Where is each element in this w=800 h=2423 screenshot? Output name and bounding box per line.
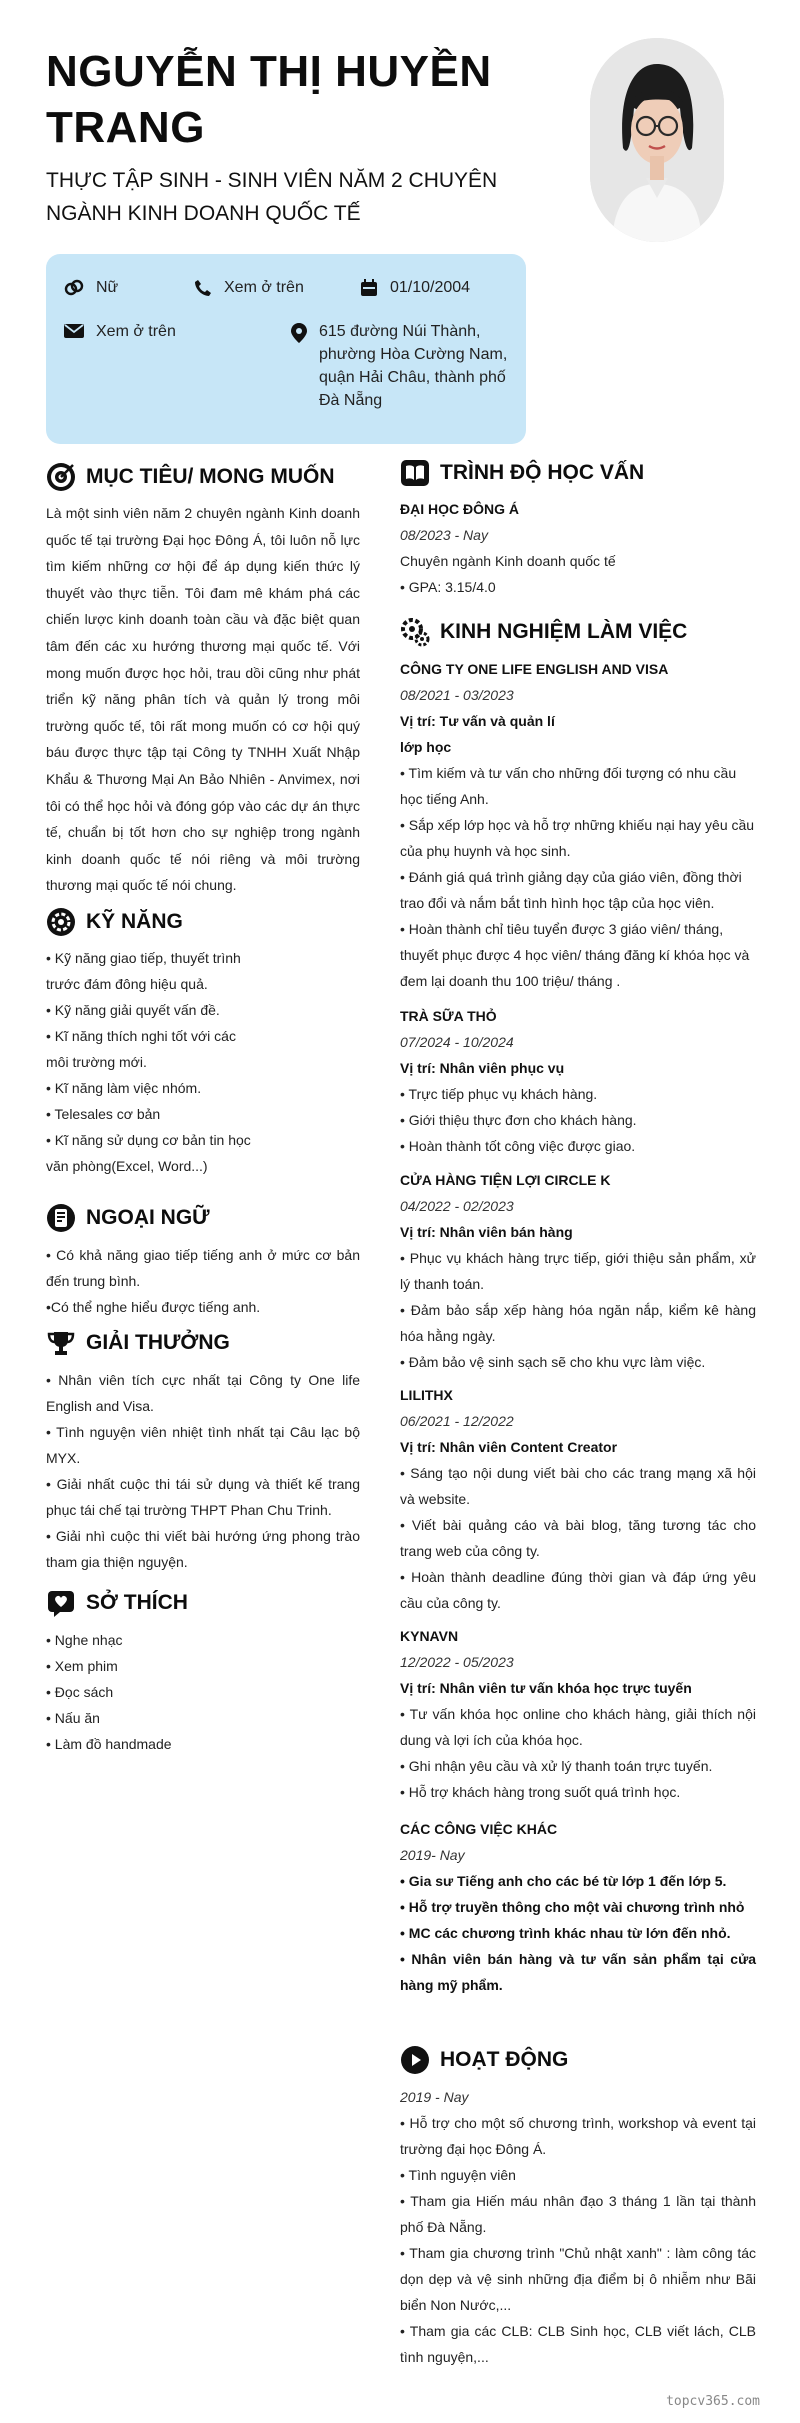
job-task: • Hỗ trợ khách hàng trong suốt quá trình học. bbox=[400, 1784, 681, 1800]
skills-line: trước đám đông hiệu quả. bbox=[46, 976, 208, 992]
job-task: • Trực tiếp phục vụ khách hàng. bbox=[400, 1086, 598, 1102]
phone-value: Xem ở trên bbox=[224, 279, 304, 296]
school-period: 08/2023 - Nay bbox=[400, 527, 488, 543]
skills-line: • Kỹ năng giao tiếp, thuyết trình bbox=[46, 950, 241, 966]
job-position: Vị trí: Tư vấn và quản lí lớp học bbox=[400, 713, 555, 755]
target-icon bbox=[46, 462, 76, 492]
hobby-item: • Làm đồ handmade bbox=[46, 1736, 172, 1752]
objective-title: MỤC TIÊU/ MONG MUỐN bbox=[86, 465, 335, 488]
skills-gear-icon bbox=[46, 907, 76, 937]
awards-list bbox=[46, 1367, 360, 1575]
skills-heading bbox=[46, 907, 183, 937]
job-position: Vị trí: Nhân viên Content Creator bbox=[400, 1439, 618, 1455]
job-task: • Nhân viên bán hàng và tư vấn sản phẩm tại cửa hàng mỹ phẩm. bbox=[400, 1951, 756, 1993]
job-company: CÔNG TY ONE LIFE ENGLISH AND VISA bbox=[400, 661, 669, 677]
hobby-item: • Nấu ăn bbox=[46, 1710, 100, 1726]
job-company: TRÀ SỮA THỎ bbox=[400, 1008, 497, 1024]
job-kynavn bbox=[400, 1623, 756, 1805]
school-major: Chuyên ngành Kinh doanh quốc tế bbox=[400, 553, 616, 569]
education-title: TRÌNH ĐỘ HỌC VẤN bbox=[440, 461, 645, 484]
school-name: ĐẠI HỌC ĐÔNG Á bbox=[400, 501, 519, 517]
job-period: 04/2022 - 02/2023 bbox=[400, 1198, 514, 1214]
experience-heading bbox=[400, 617, 687, 647]
job-position: Vị trí: Nhân viên phục vụ bbox=[400, 1060, 565, 1076]
contact-box bbox=[46, 254, 526, 444]
objective-heading bbox=[46, 462, 334, 492]
job-position: Vị trí: Nhân viên bán hàng bbox=[400, 1224, 573, 1240]
avatar-illustration bbox=[590, 38, 724, 242]
activities-heading bbox=[400, 2045, 568, 2075]
languages-list bbox=[46, 1242, 360, 1320]
skills-line: • Kĩ năng thích nghi tốt với các bbox=[46, 1028, 236, 1044]
activities-title: HOẠT ĐỘNG bbox=[440, 2048, 569, 2071]
job-period: 12/2022 - 05/2023 bbox=[400, 1654, 514, 1670]
job-other bbox=[400, 1816, 756, 1998]
contact-address bbox=[291, 320, 511, 412]
job-company: LILITHX bbox=[400, 1387, 453, 1403]
profile-photo bbox=[590, 38, 724, 242]
activities-period: 2019 - Nay bbox=[400, 2089, 469, 2105]
school-gpa: • GPA: 3.15/4.0 bbox=[400, 579, 496, 595]
job-tra-sua-tho bbox=[400, 1003, 756, 1159]
watermark: topcv365.com bbox=[666, 2394, 760, 2409]
education-block bbox=[400, 496, 756, 600]
languages-heading bbox=[46, 1203, 210, 1233]
contact-gender bbox=[64, 276, 118, 299]
location-pin-icon bbox=[291, 323, 307, 343]
job-company: CỬA HÀNG TIỆN LỢI CIRCLE K bbox=[400, 1172, 611, 1188]
hobby-item: • Xem phim bbox=[46, 1658, 118, 1674]
skills-title: KỸ NĂNG bbox=[86, 910, 183, 933]
book-icon bbox=[400, 458, 430, 488]
gender-icon bbox=[64, 279, 84, 297]
experience-title: KINH NGHIỆM LÀM VIỆC bbox=[440, 620, 688, 643]
skills-line: môi trường mới. bbox=[46, 1054, 147, 1070]
trophy-icon bbox=[46, 1328, 76, 1358]
language-item: • Có khả năng giao tiếp tiếng anh ở mức cơ bản đến trung bình. bbox=[46, 1247, 360, 1289]
award-item: • Tình nguyện viên nhiệt tình nhất tại Câu lạc bộ MYX. bbox=[46, 1424, 360, 1466]
skills-line: • Kĩ năng sử dụng cơ bản tin học bbox=[46, 1132, 251, 1148]
skills-list bbox=[46, 945, 366, 1179]
candidate-name: NGUYỄN THỊ HUYỀN TRANG bbox=[46, 47, 492, 152]
heart-chat-icon bbox=[46, 1588, 76, 1618]
job-task: • Sắp xếp lớp học và hỗ trợ những khiếu nại hay yêu cầu của phụ huynh và học sinh. bbox=[400, 817, 755, 859]
experience-gear-icon bbox=[400, 617, 430, 647]
play-icon bbox=[400, 2045, 430, 2075]
job-task: • Hoàn thành deadline đúng thời gian và đáp ứng yêu cầu của công ty. bbox=[400, 1569, 756, 1611]
objective-text: Là một sinh viên năm 2 chuyên ngành Kinh doanh quốc tế tại trường Đại học Đông Á, tôi luôn nỗ lực tìm kiếm những cơ hội để áp dụng kiến thức lý thuyết vào thực tiễn. Tôi đam mê khám phá các chiến lược kinh doanh toàn cầu và đặc biệt quan tâm đến các xu hướng thương mại quốc tế. Với mong muốn được học hỏi, trau dồi cũng như phát triển kỹ năng phân tích và quản lý trong môi trường quốc tế, tôi rất mong muốn có cơ hội quý báu được thực tập tại Công ty TNHH Xuất Nhập Khẩu & Thương Mại An Bảo Nhiên - Anvimex, nơi tôi có thể học hỏi và đóng góp vào các dự án thực tế, chuẩn bị tốt hơn cho sự nghiệp trong ngành kinh doanh quốc tế nói riêng và môi trường thương mại quốc tế nói chung. bbox=[46, 505, 360, 894]
candidate-role: THỰC TẬP SINH - SINH VIÊN NĂM 2 CHUYÊN NGÀNH KINH DOANH QUỐC TẾ bbox=[46, 169, 498, 225]
contact-phone bbox=[194, 276, 304, 299]
birthday-value: 01/10/2004 bbox=[390, 279, 471, 296]
job-task: • Gia sư Tiếng anh cho các bé từ lớp 1 đến lớp 5. bbox=[400, 1873, 727, 1889]
job-task: • Phục vụ khách hàng trực tiếp, giới thiệu sản phẩm, xử lý thanh toán. bbox=[400, 1250, 756, 1292]
awards-title: GIẢI THƯỞNG bbox=[86, 1331, 230, 1354]
skills-line: • Kĩ năng làm việc nhóm. bbox=[46, 1080, 202, 1096]
activity-item: • Tham gia Hiến máu nhân đạo 3 tháng 1 lần tại thành phố Đà Nẵng. bbox=[400, 2193, 756, 2235]
hobbies-title: SỞ THÍCH bbox=[86, 1591, 188, 1614]
awards-heading bbox=[46, 1328, 230, 1358]
job-task: • Đánh giá quá trình giảng dạy của giáo viên, đồng thời trao đổi và nắm bắt tình hình học tập của học viên. bbox=[400, 869, 742, 911]
job-one-life bbox=[400, 656, 756, 994]
award-item: • Nhân viên tích cực nhất tại Công ty One life English and Visa. bbox=[46, 1372, 360, 1414]
language-item: •Có thể nghe hiểu được tiếng anh. bbox=[46, 1299, 261, 1315]
job-lilithx bbox=[400, 1382, 756, 1616]
job-period: 2019- Nay bbox=[400, 1847, 465, 1863]
hobbies-list bbox=[46, 1627, 360, 1757]
job-task: • Tư vấn khóa học online cho khách hàng, giải thích nội dung và lợi ích của khóa học. bbox=[400, 1706, 756, 1748]
email-icon bbox=[64, 323, 84, 339]
education-heading bbox=[400, 458, 644, 488]
activity-item: • Tham gia chương trình "Chủ nhật xanh" : làm công tác dọn dẹp và vệ sinh những địa điểm bị ô nhiễm như Bãi biển Non Nước,... bbox=[400, 2245, 756, 2313]
job-task: • Ghi nhận yêu cầu và xử lý thanh toán trực tuyến. bbox=[400, 1758, 713, 1774]
activities-list bbox=[400, 2084, 756, 2370]
job-company: CÁC CÔNG VIỆC KHÁC bbox=[400, 1821, 558, 1837]
translate-icon bbox=[46, 1203, 76, 1233]
job-task: • Đảm bảo sắp xếp hàng hóa ngăn nắp, kiểm kê hàng hóa hằng ngày. bbox=[400, 1302, 756, 1344]
phone-icon bbox=[194, 279, 212, 297]
skills-line: • Telesales cơ bản bbox=[46, 1106, 161, 1122]
gender-value: Nữ bbox=[96, 279, 119, 296]
job-task: • Giới thiệu thực đơn cho khách hàng. bbox=[400, 1112, 637, 1128]
award-item: • Giải nhất cuộc thi tái sử dụng và thiết kế trang phục tái chế tại trường THPT Phan Chu Trinh. bbox=[46, 1476, 360, 1518]
job-period: 08/2021 - 03/2023 bbox=[400, 687, 514, 703]
job-task: • Hoàn thành chỉ tiêu tuyển được 3 giáo viên/ tháng, thuyết phục được 4 học viên/ tháng đăng kí khóa học và đem lại doanh thu 100 triệu/ tháng . bbox=[400, 921, 750, 989]
job-circle-k bbox=[400, 1167, 756, 1375]
activity-item: • Hỗ trợ cho một số chương trình, workshop và event tại trường đại học Đông Á. bbox=[400, 2115, 756, 2157]
job-period: 06/2021 - 12/2022 bbox=[400, 1413, 514, 1429]
job-task: • MC các chương trình khác nhau từ lớn đến nhỏ. bbox=[400, 1925, 731, 1941]
hobby-item: • Nghe nhạc bbox=[46, 1632, 123, 1648]
activity-item: • Tham gia các CLB: CLB Sinh học, CLB viết lách, CLB tình nguyện,... bbox=[400, 2323, 756, 2365]
job-task: • Hỗ trợ truyền thông cho một vài chương trình nhỏ bbox=[400, 1899, 745, 1915]
job-position: Vị trí: Nhân viên tư vấn khóa học trực tuyến bbox=[400, 1680, 692, 1696]
skills-line: • Kỹ năng giải quyết vấn đề. bbox=[46, 1002, 220, 1018]
skills-line: văn phòng(Excel, Word...) bbox=[46, 1158, 208, 1174]
email-value: Xem ở trên bbox=[96, 323, 176, 340]
award-item: • Giải nhì cuộc thi viết bài hướng ứng phong trào tham gia thiện nguyện. bbox=[46, 1528, 360, 1570]
calendar-icon bbox=[360, 279, 378, 297]
job-task: • Viết bài quảng cáo và bài blog, tăng tương tác cho trang web của công ty. bbox=[400, 1517, 756, 1559]
hobby-item: • Đọc sách bbox=[46, 1684, 114, 1700]
job-task: • Sáng tạo nội dung viết bài cho các trang mạng xã hội và website. bbox=[400, 1465, 756, 1507]
activity-item: • Tình nguyện viên bbox=[400, 2167, 516, 2183]
job-company: KYNAVN bbox=[400, 1628, 459, 1644]
job-task: • Hoàn thành tốt công việc được giao. bbox=[400, 1138, 636, 1154]
hobbies-heading bbox=[46, 1588, 188, 1618]
languages-title: NGOẠI NGỮ bbox=[86, 1206, 210, 1229]
address-value: 615 đường Núi Thành, phường Hòa Cường Nam, quận Hải Châu, thành phố Đà Nẵng bbox=[319, 323, 508, 409]
job-task: • Đảm bảo vệ sinh sạch sẽ cho khu vực làm việc. bbox=[400, 1354, 706, 1370]
contact-birthday bbox=[360, 276, 470, 299]
contact-email bbox=[64, 320, 176, 343]
job-period: 07/2024 - 10/2024 bbox=[400, 1034, 514, 1050]
job-task: • Tìm kiếm và tư vấn cho những đối tượng có nhu cầu học tiếng Anh. bbox=[400, 765, 737, 807]
